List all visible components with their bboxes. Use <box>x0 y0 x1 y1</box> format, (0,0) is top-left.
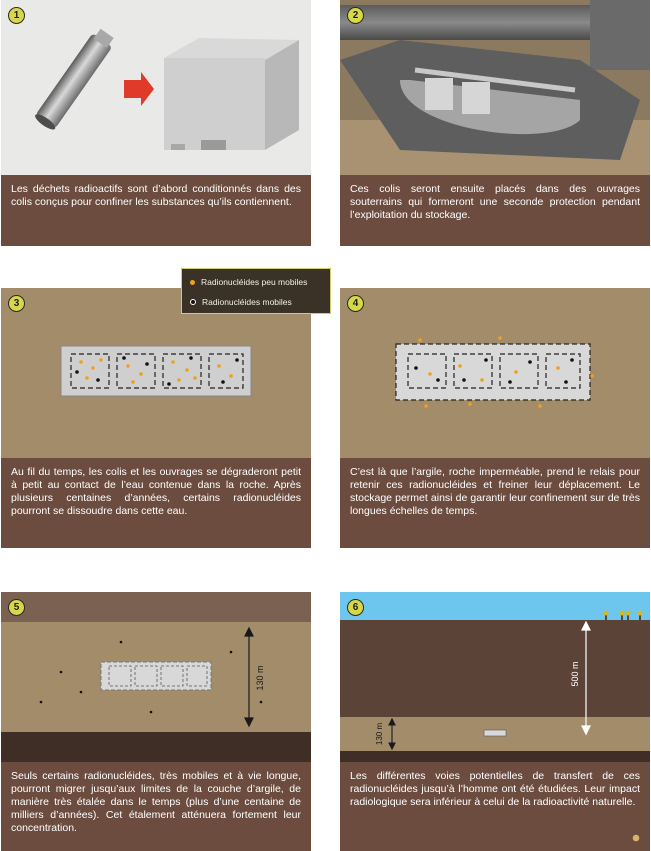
legend-item-immobile <box>190 277 307 287</box>
depth-label: 500 m <box>570 661 580 687</box>
legend-label: Radionucléides peu mobiles <box>201 277 308 287</box>
panel-2-caption: Ces colis seront ensuite placés dans des ouvrages souterrains qui formeront une seconde protection pendant l’exploitation du stockage. <box>340 175 650 246</box>
magnifier-icon[interactable] <box>630 832 644 846</box>
panel-6-caption: Les différentes voies potentielles de transfert de ces radionucléides jusqu’à l’homme ont été étudiées. Leur impact radiologique sera inférieur à celui de la radioactivité naturelle. <box>340 762 650 851</box>
concrete-package <box>164 38 299 150</box>
step-badge: 5 <box>8 599 25 616</box>
panel-6 <box>340 592 650 851</box>
legend-item-mobile <box>190 297 292 307</box>
panel-4 <box>340 288 650 550</box>
orange-dot-icon <box>190 280 195 285</box>
panel-4-illustration <box>340 288 650 458</box>
panel-3 <box>1 288 311 550</box>
height-label-small: 130 m <box>375 722 384 746</box>
legend <box>181 268 331 314</box>
step-badge: 1 <box>8 7 25 24</box>
panel-5-illustration <box>1 592 311 762</box>
panel-5 <box>1 592 311 851</box>
step-badge: 6 <box>347 599 364 616</box>
panel-6-illustration <box>340 592 650 762</box>
panel-1-caption: Les déchets radioactifs sont d’abord conditionnés dans des colis conçus pour confiner les substances qu’ils contiennent. <box>1 175 311 246</box>
panel-4-caption: C’est là que l’argile, roche imperméable, prend le relais pour retenir ces radionucléides et freiner leur déplacement. Le stockage permet ainsi de garantir leur confinement sur de très longues échelles de temps. <box>340 458 650 548</box>
panel-5-caption: Seuls certains radionucléides, très mobiles et à vie longue, pourront migrer jusqu’aux limites de la couche d’argile, de manière très étalée dans le temps (plus d’une centaine de milliers d’années). Cet étalement atténuera fortement leur concentration. <box>1 762 311 851</box>
white-dot-icon <box>190 299 196 305</box>
panel-2-illustration <box>340 0 650 175</box>
step-badge: 3 <box>8 295 25 312</box>
panel-1-illustration <box>1 0 311 175</box>
panel-1 <box>1 0 311 246</box>
panel-3-caption: Au fil du temps, les colis et les ouvrages se dégraderont petit à petit au contact de l’eau contenue dans la roche. Après plusieurs centaines d’années, certains radionucléides pourront se dissoudre dans cette eau. <box>1 458 311 548</box>
step-badge: 4 <box>347 295 364 312</box>
step-badge: 2 <box>347 7 364 24</box>
height-label: 130 m <box>255 665 265 691</box>
panel-2 <box>340 0 650 246</box>
legend-label: Radionucléides mobiles <box>202 297 292 307</box>
